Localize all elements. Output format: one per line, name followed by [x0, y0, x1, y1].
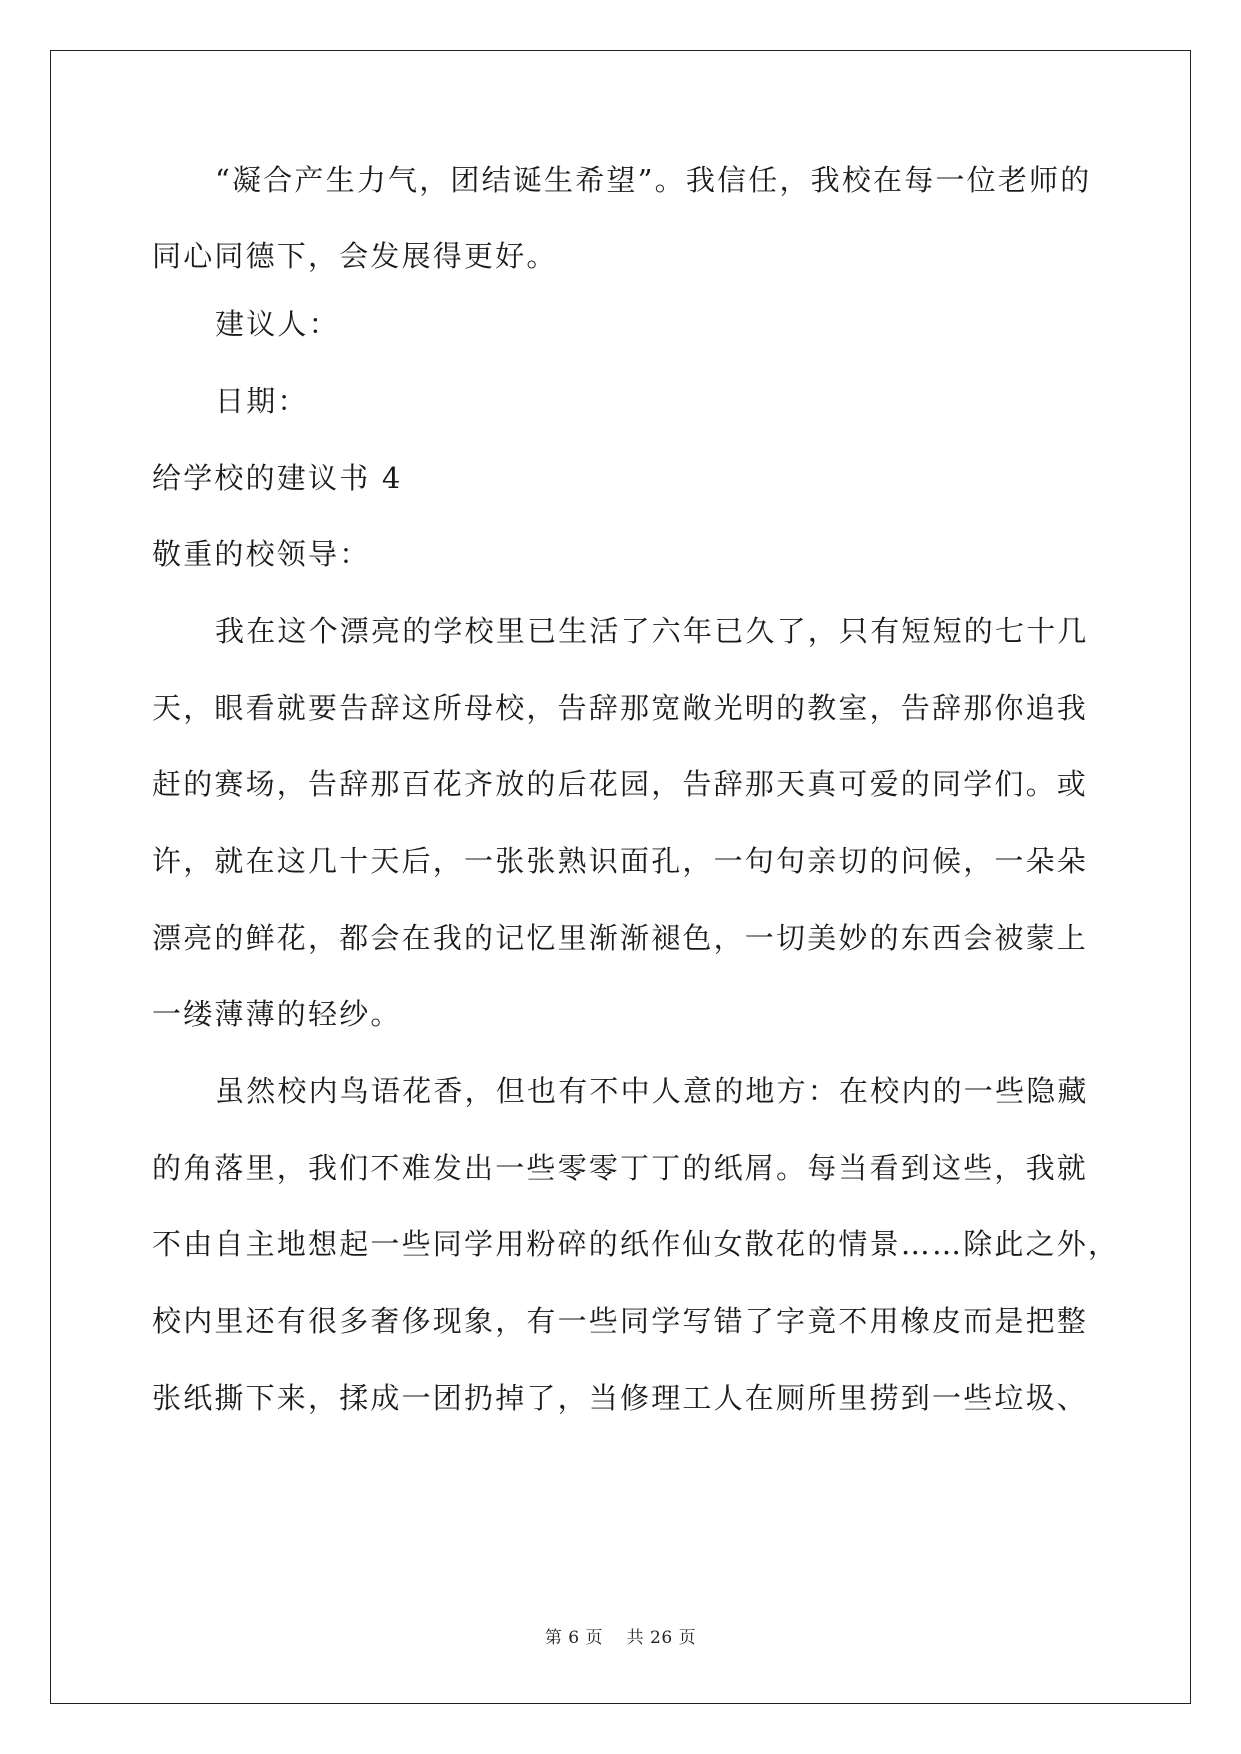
page-footer — [0, 1623, 1241, 1648]
text-line: 建议人： — [215, 307, 340, 341]
text-line: 我在这个漂亮的学校里已生活了六年已久了，只有短短的七十几 — [215, 614, 1089, 648]
salutation: 敬重的校领导： — [152, 537, 371, 571]
text-line: 赶的赛场，告辞那百花齐放的后花园，告辞那天真可爱的同学们。或 — [152, 767, 1089, 801]
text-line: 漂亮的鲜花，都会在我的记忆里渐渐褪色，一切美妙的东西会被蒙上 — [152, 921, 1089, 955]
text-line: 不由自主地想起一些同学用粉碎的纸作仙女散花的情景……除此之外， — [152, 1227, 1120, 1261]
text-line: 张纸撕下来，揉成一团扔掉了，当修理工人在厕所里捞到一些垃圾、 — [152, 1381, 1089, 1415]
page-number: 第 6 页 共 26 页 — [544, 1628, 697, 1648]
text-line: 一缕薄薄的轻纱。 — [152, 997, 402, 1031]
text-line: 的角落里，我们不难发出一些零零丁丁的纸屑。每当看到这些，我就 — [152, 1151, 1089, 1185]
text-line: 天，眼看就要告辞这所母校，告辞那宽敞光明的教室，告辞那你追我 — [152, 691, 1089, 725]
text-line: 同心同德下，会发展得更好。 — [152, 239, 558, 273]
section-heading: 给学校的建议书 4 — [152, 461, 403, 495]
text-line: 许，就在这几十天后，一张张熟识面孔，一句句亲切的问候，一朵朵 — [152, 844, 1089, 878]
text-line: 虽然校内鸟语花香，但也有不中人意的地方：在校内的一些隐藏 — [215, 1074, 1089, 1108]
text-line: 校内里还有很多奢侈现象，有一些同学写错了字竟不用橡皮而是把整 — [152, 1304, 1089, 1338]
text-line: “凝合产生力气，团结诞生希望”。我信任，我校在每一位老师的 — [215, 163, 1092, 197]
text-line: 日期： — [215, 384, 309, 418]
